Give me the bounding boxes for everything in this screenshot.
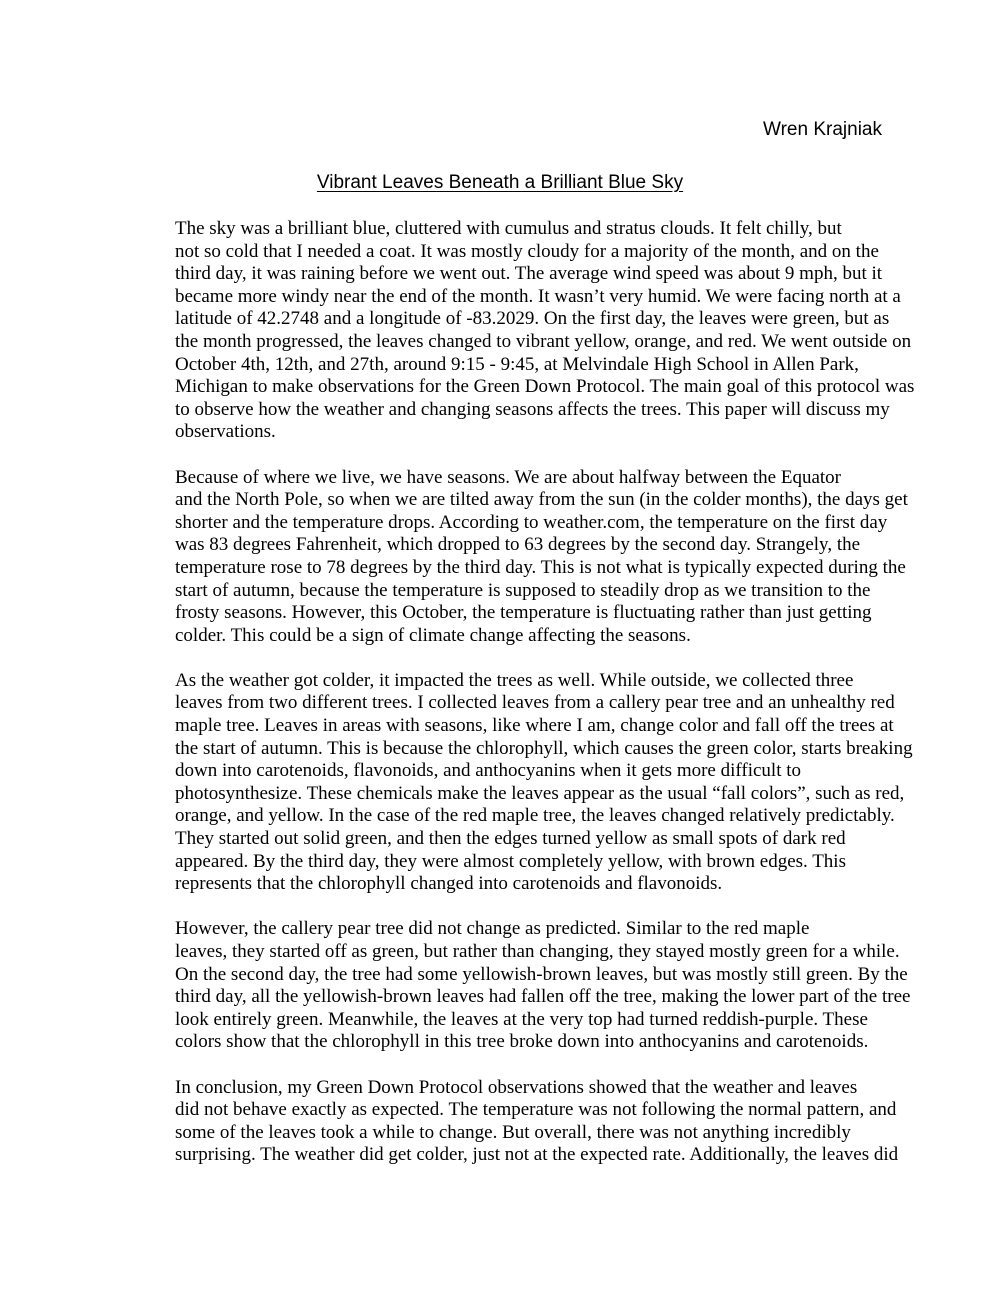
paragraph-line: However, the callery pear tree did not change as predicted. Similar to the red maple bbox=[175, 918, 810, 940]
author-name: Wren Krajniak bbox=[763, 119, 882, 140]
paragraph-line: look entirely green. Meanwhile, the leaves at the very top had turned reddish-purple. These bbox=[175, 1008, 868, 1030]
paragraph-line: third day, all the yellowish-brown leaves had fallen off the tree, making the lower part of the tree bbox=[175, 986, 911, 1008]
paragraph-line: represents that the chlorophyll changed into carotenoids and flavonoids. bbox=[175, 873, 723, 895]
paragraph-line: some of the leaves took a while to change. But overall, there was not anything incredibly bbox=[175, 1121, 851, 1143]
paragraph-line: frosty seasons. However, this October, the temperature is fluctuating rather than just getting bbox=[175, 602, 872, 624]
paragraph-line: not so cold that I needed a coat. It was mostly cloudy for a majority of the month, and on the bbox=[175, 240, 879, 262]
body-paragraph bbox=[118, 1076, 899, 1167]
body-paragraph bbox=[118, 669, 913, 896]
paragraph-line: leaves, they started off as green, but rather than changing, they stayed mostly green for a while. bbox=[175, 941, 900, 962]
paragraph-line: third day, it was raining before we went out. The average wind speed was about 9 mph, but it bbox=[175, 263, 883, 285]
paragraph-line: In conclusion, my Green Down Protocol observations showed that the weather and leaves bbox=[175, 1076, 858, 1098]
paragraph-line: As the weather got colder, it impacted the trees as well. While outside, we collected three bbox=[175, 669, 854, 691]
paragraph-line: appeared. By the third day, they were almost completely yellow, with brown edges. This bbox=[175, 850, 846, 872]
body-paragraph bbox=[118, 918, 911, 1054]
paragraph-line: leaves from two different trees. I collected leaves from a callery pear tree and an unhealthy red bbox=[175, 692, 895, 714]
paragraph-line: shorter and the temperature drops. According to weather.com, the temperature on the first day bbox=[175, 511, 888, 533]
paragraph-line: temperature rose to 78 degrees by the third day. This is not what is typically expected during the bbox=[175, 556, 906, 578]
paragraph-line: Michigan to make observations for the Green Down Protocol. The main goal of this protocol was bbox=[175, 376, 915, 398]
paragraph-line: observations. bbox=[175, 421, 276, 443]
paragraph-line: They started out solid green, and then the edges turned yellow as small spots of dark red bbox=[175, 828, 846, 850]
paragraph-line: was 83 degrees Fahrenheit, which dropped to 63 degrees by the second day. Strangely, the bbox=[175, 534, 861, 556]
paragraph-line: the start of autumn. This is because the chlorophyll, which causes the green color, starts breaking bbox=[175, 737, 913, 759]
paragraph-line: October 4th, 12th, and 27th, around 9:15 - 9:45, at Melvindale High School in Allen Park, bbox=[175, 353, 859, 375]
paragraph-line: down into carotenoids, flavonoids, and anthocyanins when it gets more difficult to bbox=[175, 760, 801, 782]
paragraph-line: colder. This could be a sign of climate change affecting the seasons. bbox=[175, 624, 691, 646]
document-body bbox=[118, 218, 915, 1190]
paragraph-line: did not behave exactly as expected. The temperature was not following the normal pattern, and bbox=[175, 1099, 897, 1121]
paragraph-line: surprising. The weather did get colder, just not at the expected rate. Additionally, the leaves did bbox=[175, 1144, 899, 1166]
paragraph-line: maple tree. Leaves in areas with seasons, like where I am, change color and fall off the trees at bbox=[175, 715, 894, 737]
paragraph-line: to observe how the weather and changing seasons affects the trees. This paper will discuss my bbox=[175, 398, 890, 420]
paragraph-line: the month progressed, the leaves changed to vibrant yellow, orange, and red. We went outside on bbox=[175, 330, 912, 352]
paragraph-line: photosynthesize. These chemicals make the leaves appear as the usual “fall colors”, such as red, bbox=[175, 782, 905, 804]
document-title: Vibrant Leaves Beneath a Brilliant Blue Sky bbox=[316, 172, 684, 193]
paragraph-line: latitude of 42.2748 and a longitude of -83.2029. On the first day, the leaves were green, but as bbox=[175, 308, 890, 330]
paragraph-line: and the North Pole, so when we are tilted away from the sun (in the colder months), the days get bbox=[175, 489, 908, 511]
paragraph-line: On the second day, the tree had some yellowish-brown leaves, but was mostly still green. By the bbox=[175, 963, 908, 985]
paragraph-line: Because of where we live, we have seasons. We are about halfway between the Equator bbox=[175, 466, 842, 488]
body-paragraph bbox=[118, 466, 908, 648]
paragraph-line: The sky was a brilliant blue, cluttered with cumulus and stratus clouds. It felt chilly, but bbox=[175, 218, 842, 239]
paragraph-line: start of autumn, because the temperature is supposed to steadily drop as we transition to the bbox=[175, 579, 871, 601]
body-paragraph bbox=[118, 218, 915, 444]
paragraph-line: colors show that the chlorophyll in this tree broke down into anthocyanins and carotenoids. bbox=[175, 1031, 869, 1053]
paragraph-line: became more windy near the end of the month. It wasn’t very humid. We were facing north at a bbox=[175, 285, 901, 307]
paragraph-line: orange, and yellow. In the case of the red maple tree, the leaves changed relatively predictably. bbox=[175, 805, 895, 827]
